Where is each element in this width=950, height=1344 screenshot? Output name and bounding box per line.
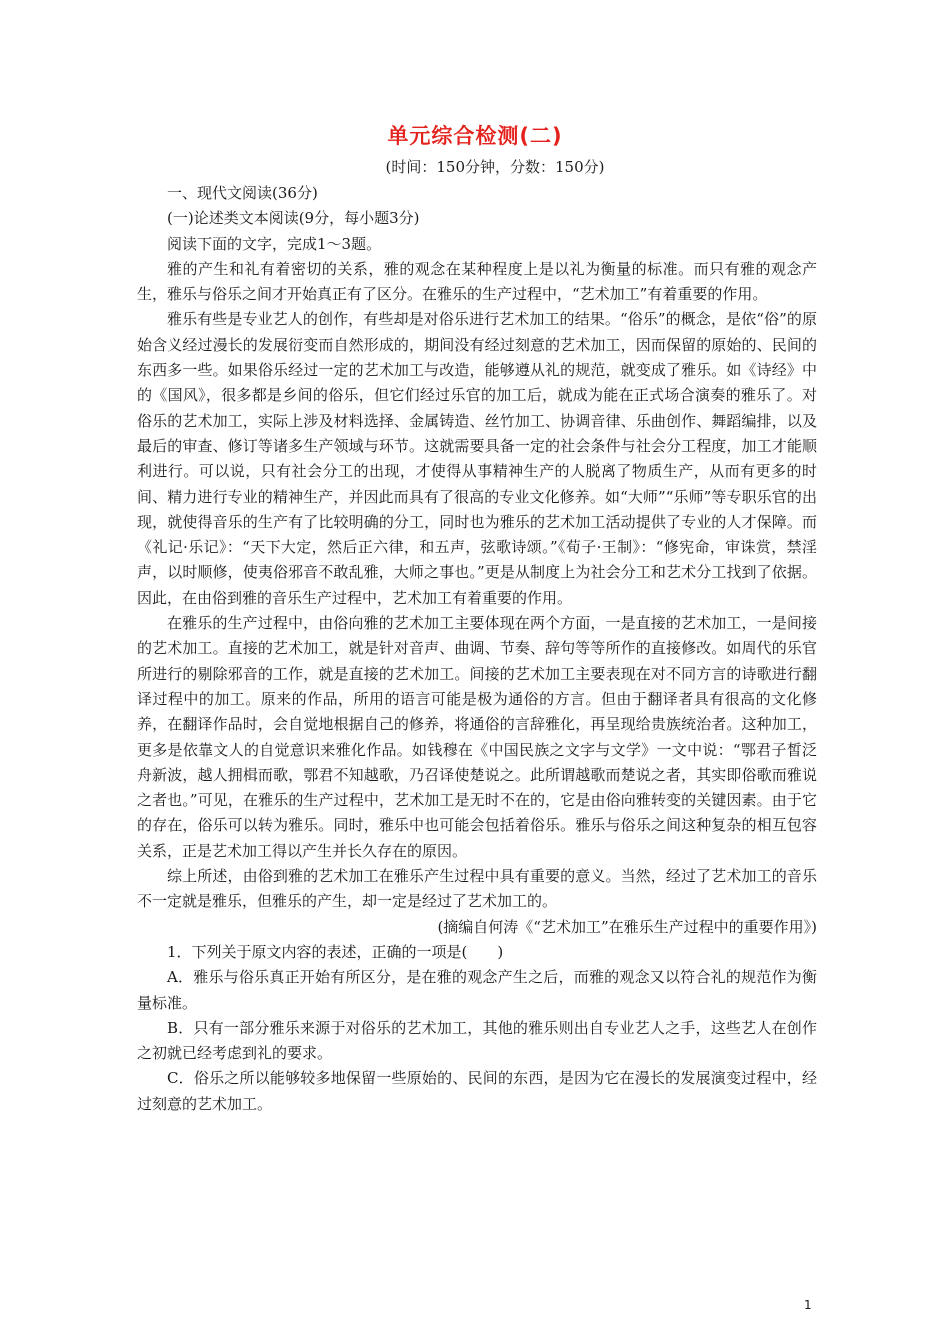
document-body [137,181,817,1117]
reading-instruction: 阅读下面的文字，完成1～3题。 [167,234,382,253]
paragraph: 在雅乐的生产过程中，由俗向雅的艺术加工主要体现在两个方面，一是直接的艺术加工，一是间接的艺术加工。直接的艺术加工，就是针对音声、曲调、节奏、辞句等等所作的直接修改。如周代的乐官所进行的剔除邪音的工作，就是直接的艺术加工。间接的艺术加工主要表现在对不同方言的诗歌进行翻译过程中的加工。原来的作品，所用的语言可能是极为通俗的方言。但由于翻译者具有很高的文化修养，在翻译作品时，会自觉地根据自己的修养，将通俗的言辞雅化，再呈现给贵族统治者。这种加工，更多是依靠文人的自觉意识来雅化作品。如钱穆在《中国民族之文字与文学》一文中说：“鄂君子皙泛舟新波，越人拥楫而歌，鄂君不知越歌，乃召译使楚说之。此所谓越歌而楚说之者，其实即俗歌而雅说之者也。”可见，在雅乐的生产过程中，艺术加工是无时不在的，它是由俗向雅转变的关键因素。由于它的存在，俗乐可以转为雅乐。同时，雅乐中也可能会包括着俗乐。雅乐与俗乐之间这种复杂的相互包容关系，正是艺术加工得以产生并长久存在的原因。 [137,614,817,860]
question-stem: 1．下列关于原文内容的表述，正确的一项是( ) [167,942,504,961]
paragraph: 雅乐有些是专业艺人的创作，有些却是对俗乐进行艺术加工的结果。“俗乐”的概念，是依“俗”的原始含义经过漫长的发展衍变而自然形成的，期间没有经过刻意的艺术加工，因而保留的原始的、民间的东西多一些。如果俗乐经过一定的艺术加工与改造，能够遵从礼的规范，就变成了雅乐。如《诗经》中的《国风》，很多都是乡间的俗乐，但它们经过乐官的加工后，就成为能在正式场合演奏的雅乐了。对俗乐的艺术加工，实际上涉及材料选择、金属铸造、丝竹加工、协调音律、乐曲创作、舞蹈编排，以及最后的审查、修订等诸多生产领域与环节。这就需要具备一定的社会条件与社会分工程度，加工才能顺利进行。可以说，只有社会分工的出现，才使得从事精神生产的人脱离了物质生产，从而有更多的时间、精力进行专业的精神生产，并因此而具有了很高的专业文化修养。如“大师”“乐师”等专职乐官的出现，就使得音乐的生产有了比较明确的分工，同时也为雅乐的艺术加工活动提供了专业的人才保障。而《礼记·乐记》：“天下大定，然后正六律，和五声，弦歌诗颂。”《荀子·王制》：“修宪命，审诛赏，禁淫声，以时顺修，使夷俗邪音不敢乱雅，大师之事也。”更是从制度上为社会分工和艺术分工找到了依据。因此，在由俗到雅的音乐生产过程中，艺术加工有着重要的作用。 [137,310,817,607]
question-option-b: B．只有一部分雅乐来源于对俗乐的艺术加工，其他的雅乐则出自专业艺人之手，这些艺人在创作之初就已经考虑到礼的要求。 [137,1018,817,1063]
question-option-c: C．俗乐之所以能够较多地保留一些原始的、民间的东西，是因为它在漫长的发展演变过程中，经过刻意的艺术加工。 [137,1069,817,1113]
paragraph: 雅的产生和礼有着密切的关系，雅的观念在某种程度上是以礼为衡量的标准。而只有雅的观念产生，雅乐与俗乐之间才开始真正有了区分。在雅乐的生产过程中，“艺术加工”有着重要的作用。 [137,259,817,304]
exam-time-score: (时间：150分钟，分数：150分) [385,158,605,176]
source-citation: (摘编自何涛《“艺术加工”在雅乐生产过程中的重要作用》) [437,917,817,936]
section-heading: 一、现代文阅读(36分) [167,184,318,202]
page-title: 单元综合检测(二) [387,124,563,148]
subsection-heading: (一)论述类文本阅读(9分，每小题3分) [167,209,420,228]
paragraph: 综上所述，由俗到雅的艺术加工在雅乐产生过程中具有重要的意义。当然，经过了艺术加工的音乐不一定就是雅乐，但雅乐的产生，却一定是经过了艺术加工的。 [137,867,817,911]
page-number: 1 [804,1298,812,1312]
question-option-a: A．雅乐与俗乐真正开始有所区分，是在雅的观念产生之后，而雅的观念又以符合礼的规范作为衡量标准。 [137,968,817,1012]
